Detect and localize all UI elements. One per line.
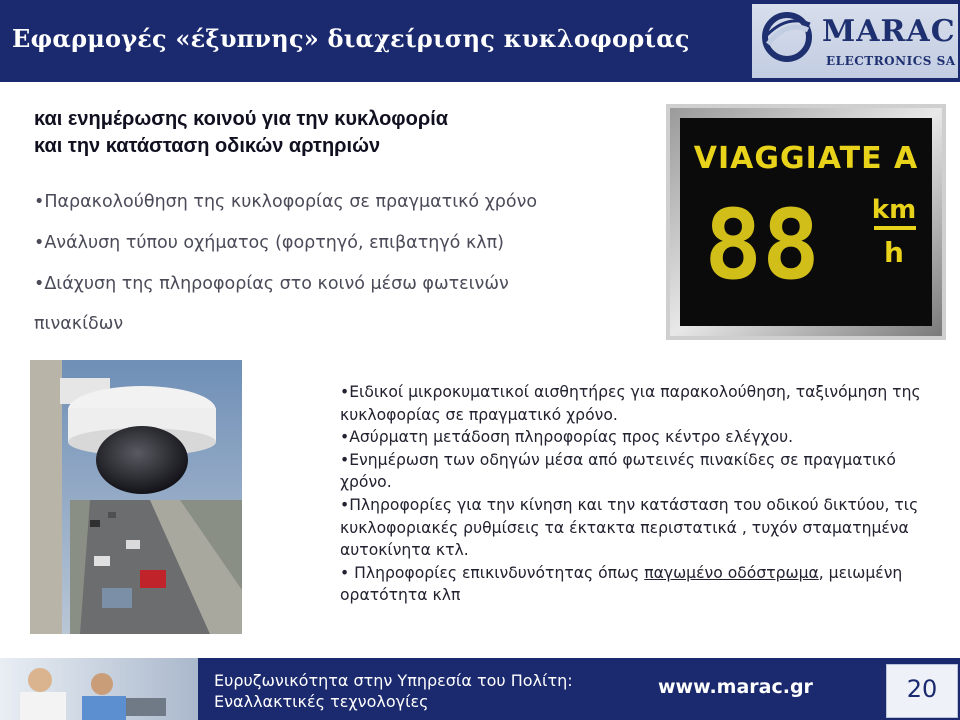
hazard-text-underlined: παγωμένο οδόστρωμα [644, 563, 819, 582]
sign-unit-bottom: h [884, 236, 904, 269]
sign-unit-top: km [871, 195, 917, 225]
hazard-text-prefix: • Πληροφορίες επικινδυνότητας όπως [340, 563, 645, 582]
page-number: 20 [906, 675, 938, 703]
description-bullet-hazard [340, 562, 940, 607]
logo-swirl-icon [760, 10, 814, 64]
footer-caption-line-2: Εναλλακτικές τεχνολογίες [214, 692, 429, 711]
description-bullet: •Πληροφορίες για την κίνηση και την κατάσταση του οδικού δικτύου, τις κυκλοφοριακές ρυθμίσεις τα έκτακτα περιστατικά , τυχόν σταματημένα αυτοκίνητα κτλ. [340, 495, 919, 560]
description-bullet: •Ενημέρωση των οδηγών μέσα από φωτεινές πινακίδες σε πραγματικό χρόνο. [340, 450, 896, 492]
subtitle-line-2: και την κατάσταση οδικών αρτηριών [34, 135, 381, 157]
footer-caption [214, 670, 573, 712]
footer-caption-line-1: Ευρυζωνικότητα στην Υπηρεσία του Πολίτη: [214, 671, 573, 690]
feature-bullet: •Διάχυση της πληροφορίας στο κοινό μέσω φωτεινών [34, 274, 509, 294]
sign-headline: VIAGGIATE A [693, 141, 919, 176]
header-bar [0, 0, 960, 82]
sign-digits: 88 [704, 189, 820, 301]
feature-bullet-continuation: πινακίδων [34, 314, 124, 334]
marac-logo [752, 4, 958, 78]
feature-bullet: •Παρακολούθηση της κυκλοφορίας σε πραγματικό χρόνο [34, 192, 538, 212]
system-description-list [340, 381, 940, 607]
feature-bullet: •Ανάλυση τύπου οχήματος (φορτηγό, επιβατηγό κλπ) [34, 233, 504, 253]
page-number-box [886, 664, 958, 718]
feature-bullet-list [34, 190, 634, 353]
description-bullet: •Ειδικοί μικροκυματικοί αισθητήρες για παρακολούθηση, ταξινόμηση της κυκλοφορίας σε πραγματικό χρόνο. [340, 383, 921, 424]
subtitle-line-1: και ενημέρωσης κοινού για την κυκλοφορία [34, 108, 449, 130]
footer-bar [0, 658, 960, 720]
slide-title: Εφαρμογές «έξυπνης» διαχείρισης κυκλοφορίας [12, 24, 690, 53]
description-bullet: •Ασύρματη μετάδοση πληροφορίας προς κέντρο ελέγχου. [340, 428, 794, 447]
footer-people-photo [0, 658, 198, 720]
website-link[interactable]: www.marac.gr [658, 676, 813, 698]
logo-name: MARAC [822, 14, 956, 49]
traffic-camera-photo [30, 360, 242, 634]
subtitle [34, 106, 448, 160]
speed-display-sign-image [660, 96, 950, 346]
hazard-text-suffix: , μειωμένη ορατότητα κλπ [340, 563, 903, 605]
logo-subtitle: ELECTRONICS SA [826, 54, 956, 68]
